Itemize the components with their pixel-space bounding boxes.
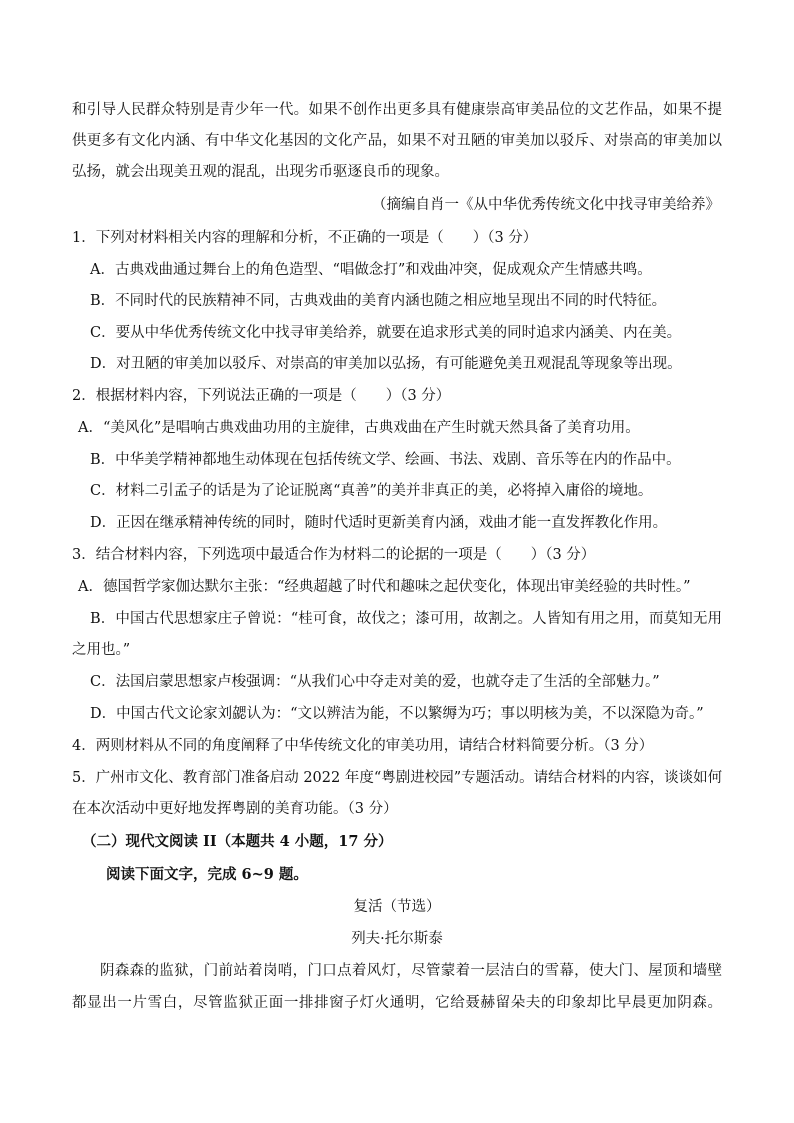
story-paragraph-line-1: 阴森森的监狱，门前站着岗哨，门口点着风灯，尽管蒙着一层洁白的雪幕，使大门、屋顶和墙壁 <box>100 963 722 979</box>
question-1-option-b: B．不同时代的民族精神不同，古典戏曲的美育内涵也随之相应地呈现出不同的时代特征。 <box>90 293 667 309</box>
question-1-option-c: C．要从中华优秀传统文化中找寻审美给养，就要在追求形式美的同时追求内涵美、内在美。 <box>90 325 682 341</box>
section-2-heading: （二）现代文阅读 II（本题共 4 小题，17 分） <box>82 833 393 850</box>
question-3-option-c: C．法国启蒙思想家卢梭强调：“从我们心中夺走对美的爱，也就夺走了生活的全部魅力。” <box>90 674 660 690</box>
passage-line-3: 弘扬，就会出现美丑观的混乱，出现劣币驱逐良币的现象。 <box>72 164 449 180</box>
section-2-instruction: 阅读下面文字，完成 6~9 题。 <box>106 866 308 883</box>
question-2-option-d: D．正因在继承精神传统的同时，随时代适时更新美育内涵，戏曲才能一直发挥教化作用。 <box>90 515 668 531</box>
passage-source: （摘编自肖一《从中华优秀传统文化中找寻审美给养》 <box>372 197 720 213</box>
question-2-option-c: C．材料二引孟子的话是为了论证脱离“真善”的美并非真正的美，必将掉入庸俗的境地。 <box>90 483 653 499</box>
story-author: 列夫·托尔斯泰 <box>351 931 443 947</box>
question-3-option-d: D．中国古代文论家刘勰认为：“文以辨洁为能，不以繁缛为巧；事以明核为美，不以深隐为奇。” <box>90 706 704 722</box>
question-3-option-b-line-2: 之用也。” <box>72 642 131 658</box>
story-title: 复活（节选） <box>353 899 441 915</box>
question-4-stem: 4．两则材料从不同的角度阐释了中华传统文化的审美功用，请结合材料简要分析。（3 分） <box>72 738 654 754</box>
passage-line-1: 和引导人民群众特别是青少年一代。如果不创作出更多具有健康崇高审美品位的文艺作品，如果不提 <box>72 102 722 118</box>
question-2-option-a: A．“美风化”是唱响古典戏曲功用的主旋律，古典戏曲在产生时就天然具备了美育功用。 <box>78 420 640 436</box>
question-5-line-2: 在本次活动中更好地发挥粤剧的美育功能。（3 分） <box>72 801 398 817</box>
question-1-option-d: D．对丑陋的审美加以驳斥、对崇高的审美加以弘扬，有可能避免美丑观混乱等现象等出现。 <box>90 356 682 372</box>
question-2-stem: 2．根据材料内容，下列说法正确的一项是（ ）（3 分） <box>72 388 451 404</box>
question-2-option-b: B．中华美学精神都地生动体现在包括传统文学、绘画、书法、戏剧、音乐等在内的作品中。 <box>90 452 681 468</box>
question-5-line-1: 5．广州市文化、教育部门准备启动 2022 年度“粤剧进校园”专题活动。请结合材料的内容，谈谈如何 <box>72 770 723 786</box>
question-3-stem: 3．结合材料内容，下列选项中最适合作为材料二的论据的一项是（ ）（3 分） <box>72 547 596 563</box>
story-paragraph-line-2: 都显出一片雪白，尽管监狱正面一排排窗子灯火通明，它给聂赫留朵夫的印象却比早晨更加阴森。 <box>72 995 722 1011</box>
passage-line-2: 供更多有文化内涵、有中华文化基因的文化产品，如果不对丑陋的审美加以驳斥、对崇高的审美加以 <box>72 133 722 149</box>
question-3-option-a: A．德国哲学家伽达默尔主张：“经典超越了时代和趣味之起伏变化，体现出审美经验的共时性。” <box>78 579 691 595</box>
question-3-option-b-line-1: B．中国古代思想家庄子曾说：“桂可食，故伐之；漆可用，故割之。人皆知有用之用，而莫知无用 <box>90 611 722 627</box>
question-1-stem: 1．下列对材料相关内容的理解和分析，不正确的一项是（ ）（3 分） <box>72 230 538 246</box>
question-1-option-a: A．古典戏曲通过舞台上的角色造型、“唱做念打”和戏曲冲突，促成观众产生情感共鸣。 <box>90 262 652 278</box>
